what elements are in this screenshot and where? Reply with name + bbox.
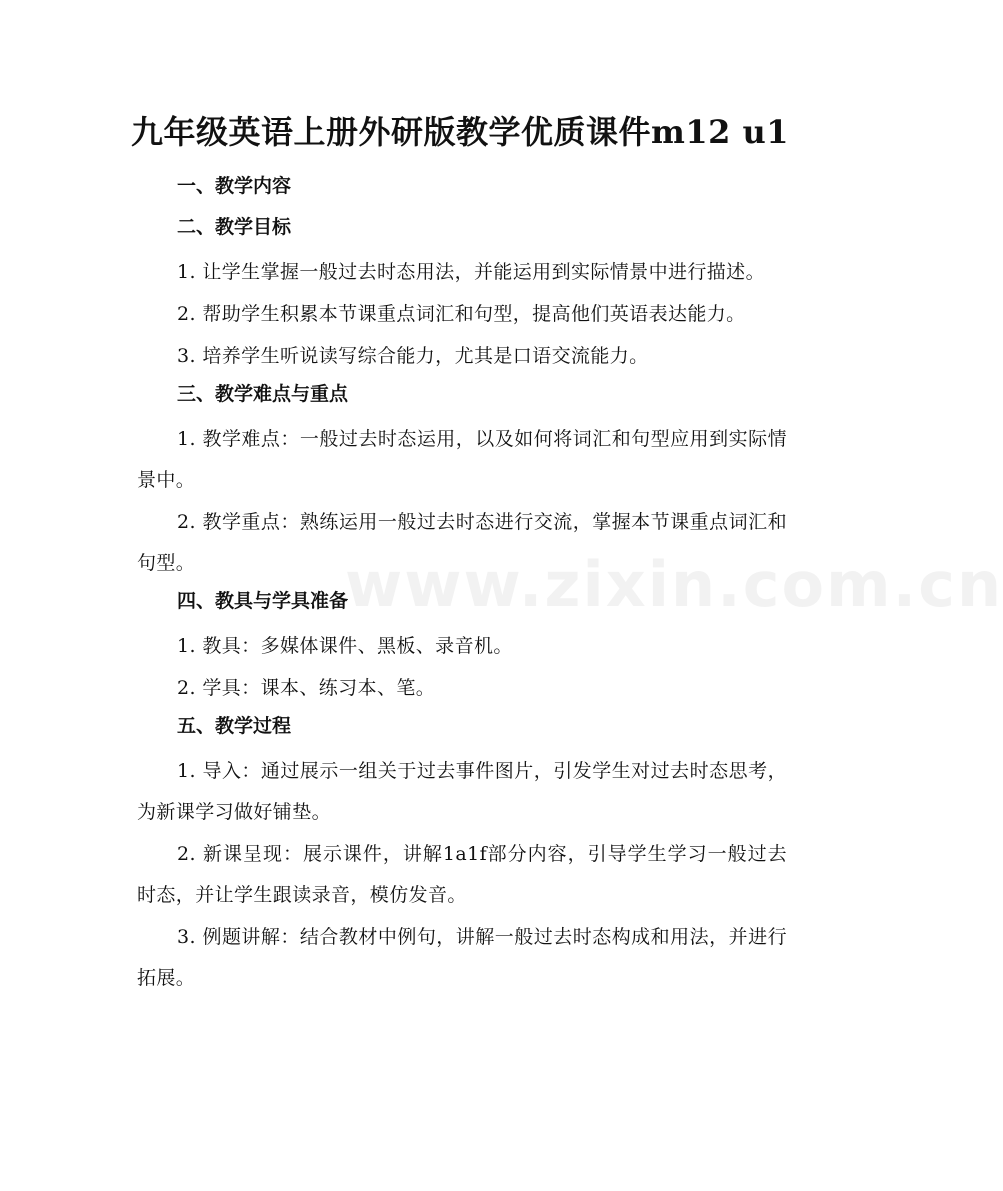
objective-item-3: 3. 培养学生听说读写综合能力，尤其是口语交流能力。: [177, 345, 649, 367]
objective-item-1: 1. 让学生掌握一般过去时态用法，并能运用到实际情景中进行描述。: [177, 261, 765, 283]
process-item-3: 3. 例题讲解：结合教材中例句，讲解一般过去时态构成和用法，并进行拓展。: [137, 926, 787, 989]
watermark: www.zixin.com.cn: [345, 548, 1003, 621]
section-heading-process: 五、教学过程: [177, 715, 292, 737]
process-item-1: 1. 导入：通过展示一组关于过去事件图片，引发学生对过去时态思考，为新课学习做好铺垫。: [137, 760, 787, 823]
material-item-1: 1. 教具：多媒体课件、黑板、录音机。: [177, 635, 513, 657]
section-heading-materials: 四、教具与学具准备: [177, 590, 349, 612]
material-item-2: 2. 学具：课本、练习本、笔。: [177, 677, 436, 699]
difficulty-item-2: 2. 教学重点：熟练运用一般过去时态进行交流，掌握本节课重点词汇和句型。: [137, 511, 787, 574]
document-title: 九年级英语上册外研版教学优质课件m12 u1: [130, 113, 790, 151]
section-heading-objectives: 二、教学目标: [177, 216, 292, 238]
section-heading-content: 一、教学内容: [177, 175, 292, 197]
difficulty-item-1: 1. 教学难点：一般过去时态运用，以及如何将词汇和句型应用到实际情景中。: [137, 428, 787, 491]
process-item-2: 2. 新课呈现：展示课件，讲解1a1f部分内容，引导学生学习一般过去时态，并让学生跟读录音，模仿发音。: [137, 843, 787, 906]
section-heading-difficulties: 三、教学难点与重点: [177, 383, 349, 405]
objective-item-2: 2. 帮助学生积累本节课重点词汇和句型，提高他们英语表达能力。: [177, 303, 746, 325]
document-body: [137, 170, 787, 1000]
